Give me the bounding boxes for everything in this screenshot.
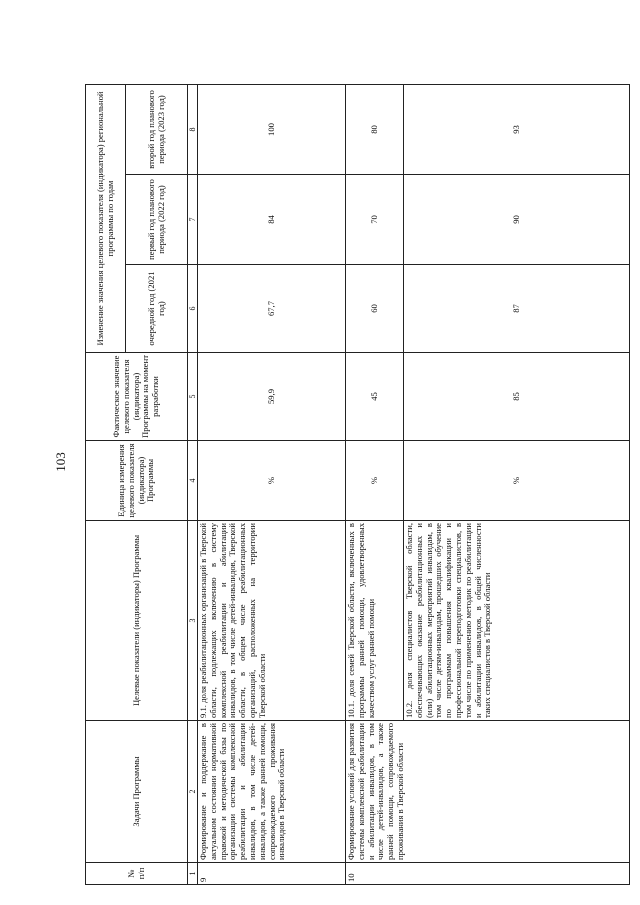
row-10-2-2023: 93 <box>404 84 630 174</box>
row-9-task: Формирование и поддержание в актуальном состоянии нормативной правовой и методической базы по организации системы комплексной реабилитации и абилитации инвалидов, в том числе детей-инвалидов, а также ранней помощи, сопровождаемого проживания инвалидов в Тверской области <box>198 721 346 863</box>
col-number: 2 <box>188 721 198 863</box>
row-10-2-2022: 90 <box>404 175 630 265</box>
header-year-2022: первый год планового периода (2022 год) <box>126 175 188 265</box>
col-number: 8 <box>188 84 198 174</box>
row-10-1-unit: % <box>346 441 404 521</box>
row-10-1-2022: 70 <box>346 175 404 265</box>
row-9-2022: 84 <box>198 175 346 265</box>
header-change: Изменение значения целевого показателя (индикатора) региональной программы по годам <box>86 84 126 352</box>
header-num: № п/п <box>86 863 188 885</box>
row-10-1-indicator: 10.1. доля семей Тверской области, включенных в программы ранней помощи, удовлетворенных качеством услуг ранней помощи <box>346 521 404 721</box>
table-row <box>346 84 404 884</box>
header-indicators: Целевые показатели (индикаторы) Программы <box>86 521 188 721</box>
col-number: 7 <box>188 175 198 265</box>
header-tasks: Задачи Программы <box>86 721 188 863</box>
row-10-2-unit: % <box>404 441 630 521</box>
row-10-num: 10 <box>346 863 630 885</box>
header-unit: Единица измерения целевого показателя (индикатора) Программы <box>86 441 188 521</box>
row-9-2023: 100 <box>198 84 346 174</box>
header-year-2021: очередной год (2021 год) <box>126 265 188 353</box>
header-actual: Фактическое значение целевого показателя (индикатора) Программы на момент разработки <box>86 353 188 441</box>
indicators-table <box>85 84 630 885</box>
column-number-row <box>188 84 198 884</box>
col-number: 6 <box>188 265 198 353</box>
row-10-2-2021: 87 <box>404 265 630 353</box>
col-number: 1 <box>188 863 198 885</box>
col-number: 5 <box>188 353 198 441</box>
row-9-indicator: 9.1. доля реабилитационных организаций в Тверской области, подлежащих включению в систему комплексной реабилитации и абилитации инвалидов, в том числе детей-инвалидов, Тверской области, в общем числе реабилитационных организаций, расположенных на территории Тверской области <box>198 521 346 721</box>
row-10-1-2023: 80 <box>346 84 404 174</box>
row-10-2-indicator: 10.2. доля специалистов Тверской области, обеспечивающих оказание реабилитационных и (или) абилитационных мероприятий инвалидам, в том числе детям-инвалидам, прошедших обучение по программам повышения квалификации и профессиональной переподготовки специалистов, в том числе по применению методик по реабилитации и абилитации инвалидов, в общей численности таких специалистов в Тверской области <box>404 521 630 721</box>
row-9-2021: 67,7 <box>198 265 346 353</box>
row-10-task: Формирование условий для развития системы комплексной реабилитации и абилитации инвалидов, в том числе детей-инвалидов, а также ранней помощи, сопровождаемого проживания в Тверской области <box>346 721 630 863</box>
page-number: 103 <box>53 452 68 472</box>
col-number: 4 <box>188 441 198 521</box>
row-9-actual: 59,9 <box>198 353 346 441</box>
row-9-num: 9 <box>198 863 346 885</box>
row-9-unit: % <box>198 441 346 521</box>
header-year-2023: второй год планового периода (2023 год) <box>126 84 188 174</box>
row-10-2-actual: 85 <box>404 353 630 441</box>
rotated-table-wrapper <box>85 85 630 885</box>
table-row <box>198 84 346 884</box>
col-number: 3 <box>188 521 198 721</box>
row-10-1-2021: 60 <box>346 265 404 353</box>
row-10-1-actual: 45 <box>346 353 404 441</box>
